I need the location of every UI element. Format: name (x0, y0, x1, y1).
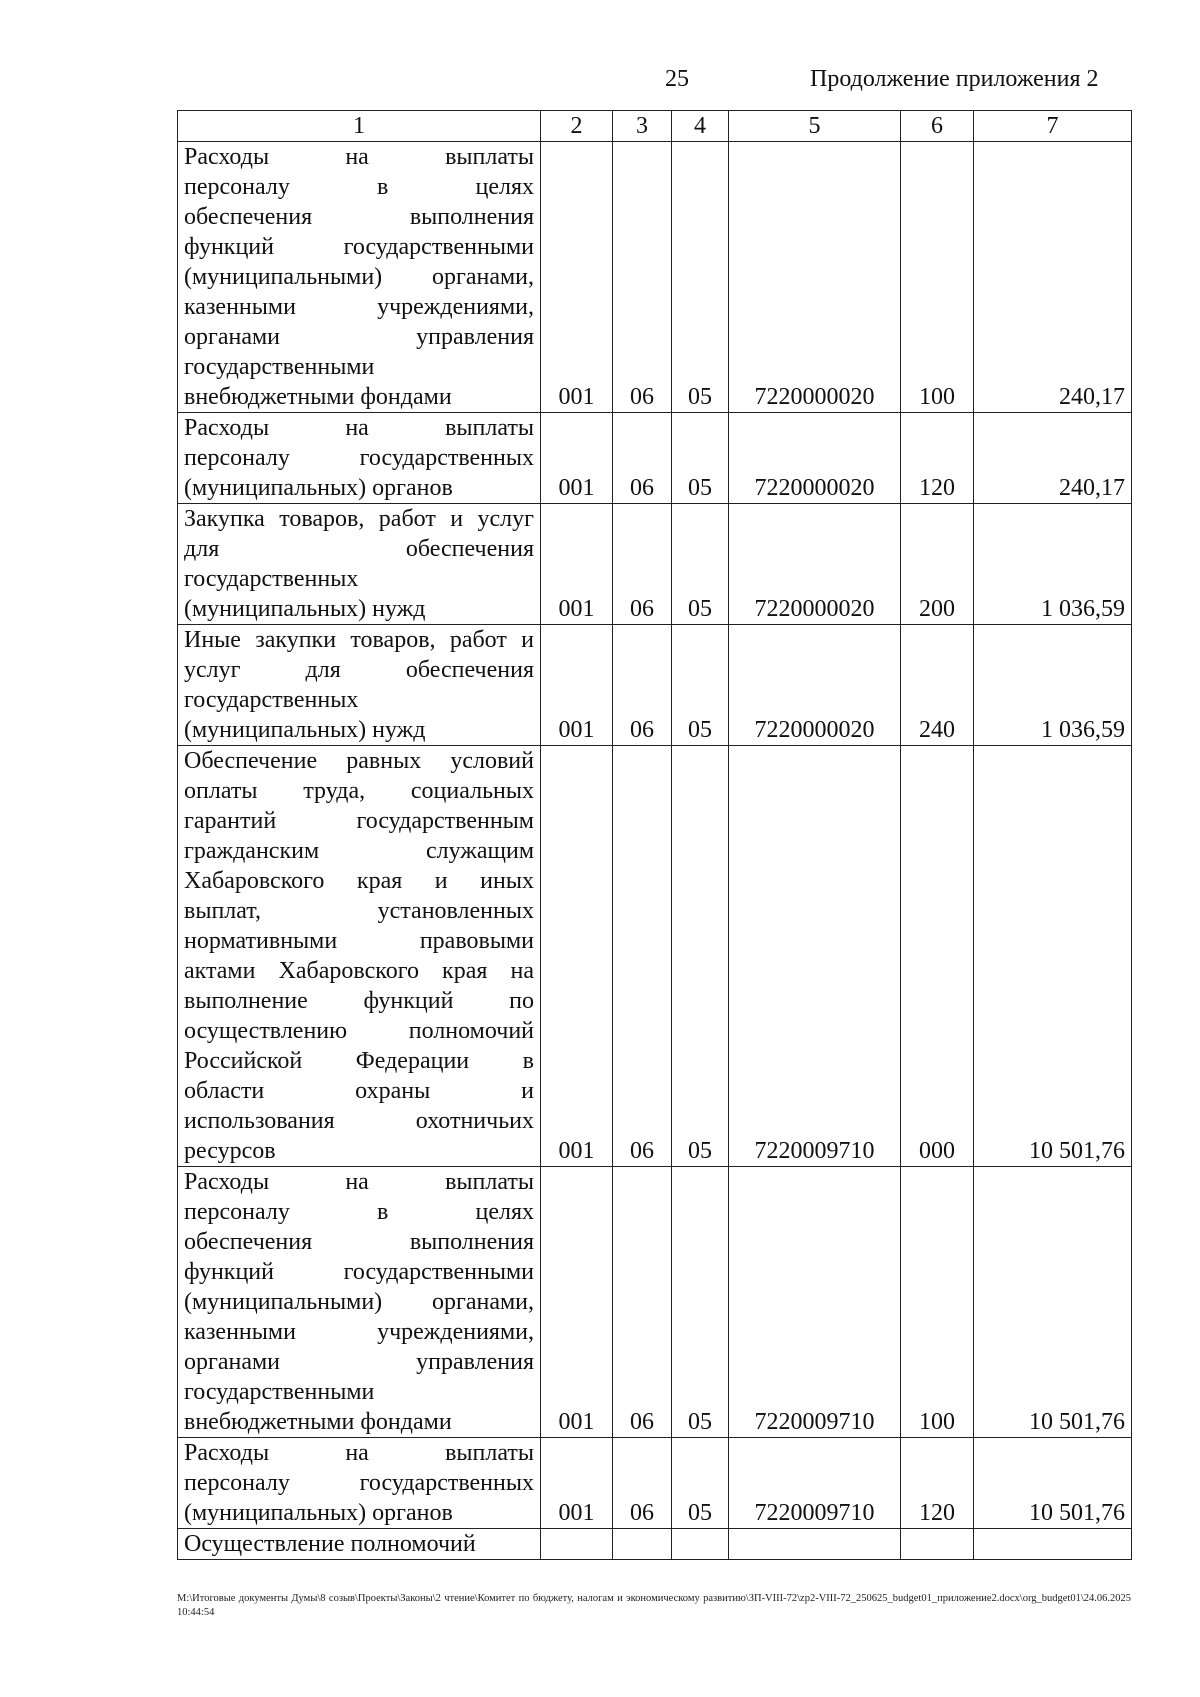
subsection-code-cell: 05 (672, 142, 729, 413)
column-header: 4 (672, 111, 729, 142)
expense-name-cell (178, 413, 541, 504)
target-article-cell: 7220009710 (729, 1167, 901, 1438)
amount-cell: 240,17 (974, 142, 1132, 413)
expense-name-line: Расходы на выплаты (184, 1169, 534, 1195)
table-row (178, 142, 1132, 413)
expense-type-cell (901, 1529, 974, 1560)
expense-name-cell (178, 1167, 541, 1438)
expense-type-cell: 000 (901, 746, 974, 1167)
expense-name-line: актами Хабаровского края на (184, 958, 534, 984)
expense-name-line: казенными учреждениями, (184, 1319, 534, 1345)
amount-cell: 1 036,59 (974, 504, 1132, 625)
expense-name-line: Расходы на выплаты (184, 415, 534, 441)
subsection-code-cell (672, 1529, 729, 1560)
amount-cell: 10 501,76 (974, 746, 1132, 1167)
document-path-footer: M:\Итоговые документы Думы\8 созыв\Проекты\Законы\2 чтение\Комитет по бюджету, налогам и экономическому развитию\ЗП-VIII-72\zp2-VIII-72_250625_budget01_приложение2.docx\org_budget01\24.06.2025 10:44:54 (177, 1593, 1131, 1618)
expense-name-line: гражданским служащим (184, 838, 534, 864)
expense-name-line: казенными учреждениями, (184, 294, 534, 320)
expense-name-line: функций государственными (184, 234, 534, 260)
expense-name-line: персоналу государственных (184, 445, 534, 471)
expense-name-line: области охраны и (184, 1078, 534, 1104)
table-row (178, 1529, 1132, 1560)
table-row (178, 413, 1132, 504)
table-row (178, 1167, 1132, 1438)
amount-cell: 240,17 (974, 413, 1132, 504)
expense-name-line: персоналу государственных (184, 1470, 534, 1496)
expense-name-line: государственными (184, 354, 375, 380)
expense-name-line: государственными (184, 1379, 375, 1405)
subsection-code-cell: 05 (672, 1167, 729, 1438)
target-article-cell: 7220000020 (729, 625, 901, 746)
expense-name-line: Иные закупки товаров, работ и (184, 627, 534, 653)
expense-name-line: выполнение функций по (184, 988, 534, 1014)
column-header: 7 (974, 111, 1132, 142)
expense-name-line: Расходы на выплаты (184, 1440, 534, 1466)
expense-name-line: нормативными правовыми (184, 928, 534, 954)
table-row (178, 746, 1132, 1167)
target-article-cell: 7220009710 (729, 1438, 901, 1529)
expense-name-cell (178, 1529, 541, 1560)
ministry-code-cell: 001 (541, 746, 613, 1167)
column-header: 3 (613, 111, 672, 142)
ministry-code-cell: 001 (541, 1438, 613, 1529)
expense-name-line: для обеспечения (184, 536, 534, 562)
expense-name-line: Осуществление полномочий (184, 1531, 476, 1557)
expense-type-cell: 240 (901, 625, 974, 746)
target-article-cell: 7220000020 (729, 142, 901, 413)
expense-name-line: ресурсов (184, 1138, 276, 1164)
column-header-row (178, 111, 1132, 142)
expense-name-cell (178, 1438, 541, 1529)
expense-name-line: персоналу в целях (184, 1199, 534, 1225)
target-article-cell: 7220000020 (729, 413, 901, 504)
subsection-code-cell: 05 (672, 625, 729, 746)
ministry-code-cell: 001 (541, 142, 613, 413)
ministry-code-cell: 001 (541, 625, 613, 746)
amount-cell: 1 036,59 (974, 625, 1132, 746)
section-code-cell: 06 (613, 504, 672, 625)
table-row (178, 1438, 1132, 1529)
expense-name-line: (муниципальными) органами, (184, 1289, 534, 1315)
expense-name-line: выплат, установленных (184, 898, 534, 924)
expense-name-line: (муниципальных) органов (184, 475, 453, 501)
budget-table (177, 110, 1132, 1560)
expense-name-line: Закупка товаров, работ и услуг (184, 506, 534, 532)
table-row (178, 504, 1132, 625)
expense-name-line: государственных (184, 566, 359, 592)
target-article-cell (729, 1529, 901, 1560)
expense-name-line: Расходы на выплаты (184, 144, 534, 170)
expense-type-cell: 100 (901, 1167, 974, 1438)
expense-type-cell: 120 (901, 1438, 974, 1529)
expense-name-cell (178, 504, 541, 625)
subsection-code-cell: 05 (672, 746, 729, 1167)
ministry-code-cell (541, 1529, 613, 1560)
expense-name-line: функций государственными (184, 1259, 534, 1285)
expense-name-line: органами управления (184, 324, 534, 350)
ministry-code-cell: 001 (541, 413, 613, 504)
expense-name-line: персоналу в целях (184, 174, 534, 200)
page-number: 25 (665, 66, 689, 92)
expense-name-line: (муниципальными) органами, (184, 264, 534, 290)
target-article-cell: 7220009710 (729, 746, 901, 1167)
expense-name-line: Российской Федерации в (184, 1048, 534, 1074)
expense-name-line: внебюджетными фондами (184, 1409, 452, 1435)
section-code-cell: 06 (613, 1167, 672, 1438)
amount-cell (974, 1529, 1132, 1560)
amount-cell: 10 501,76 (974, 1438, 1132, 1529)
section-code-cell: 06 (613, 1438, 672, 1529)
expense-type-cell: 120 (901, 413, 974, 504)
expense-name-line: услуг для обеспечения (184, 657, 534, 683)
expense-name-line: внебюджетными фондами (184, 384, 452, 410)
expense-name-line: (муниципальных) нужд (184, 596, 426, 622)
expense-name-cell (178, 746, 541, 1167)
expense-name-line: обеспечения выполнения (184, 1229, 534, 1255)
expense-name-line: Хабаровского края и иных (184, 868, 534, 894)
expense-name-line: Обеспечение равных условий (184, 748, 534, 774)
expense-name-line: (муниципальных) нужд (184, 717, 426, 743)
section-code-cell: 06 (613, 142, 672, 413)
expense-name-line: использования охотничьих (184, 1108, 534, 1134)
column-header: 5 (729, 111, 901, 142)
continuation-label: Продолжение приложения 2 (810, 66, 1099, 92)
section-code-cell (613, 1529, 672, 1560)
expense-name-line: государственных (184, 687, 359, 713)
column-header: 6 (901, 111, 974, 142)
subsection-code-cell: 05 (672, 1438, 729, 1529)
target-article-cell: 7220000020 (729, 504, 901, 625)
expense-name-line: (муниципальных) органов (184, 1500, 453, 1526)
subsection-code-cell: 05 (672, 413, 729, 504)
table-body (178, 142, 1132, 1560)
expense-name-line: гарантий государственным (184, 808, 534, 834)
section-code-cell: 06 (613, 625, 672, 746)
section-code-cell: 06 (613, 746, 672, 1167)
expense-type-cell: 200 (901, 504, 974, 625)
table-row (178, 625, 1132, 746)
amount-cell: 10 501,76 (974, 1167, 1132, 1438)
expense-name-line: осуществлению полномочий (184, 1018, 534, 1044)
expense-name-line: органами управления (184, 1349, 534, 1375)
expense-type-cell: 100 (901, 142, 974, 413)
section-code-cell: 06 (613, 413, 672, 504)
expense-name-cell (178, 142, 541, 413)
ministry-code-cell: 001 (541, 504, 613, 625)
column-header: 2 (541, 111, 613, 142)
column-header: 1 (178, 111, 541, 142)
ministry-code-cell: 001 (541, 1167, 613, 1438)
expense-name-cell (178, 625, 541, 746)
subsection-code-cell: 05 (672, 504, 729, 625)
expense-name-line: оплаты труда, социальных (184, 778, 534, 804)
expense-name-line: обеспечения выполнения (184, 204, 534, 230)
